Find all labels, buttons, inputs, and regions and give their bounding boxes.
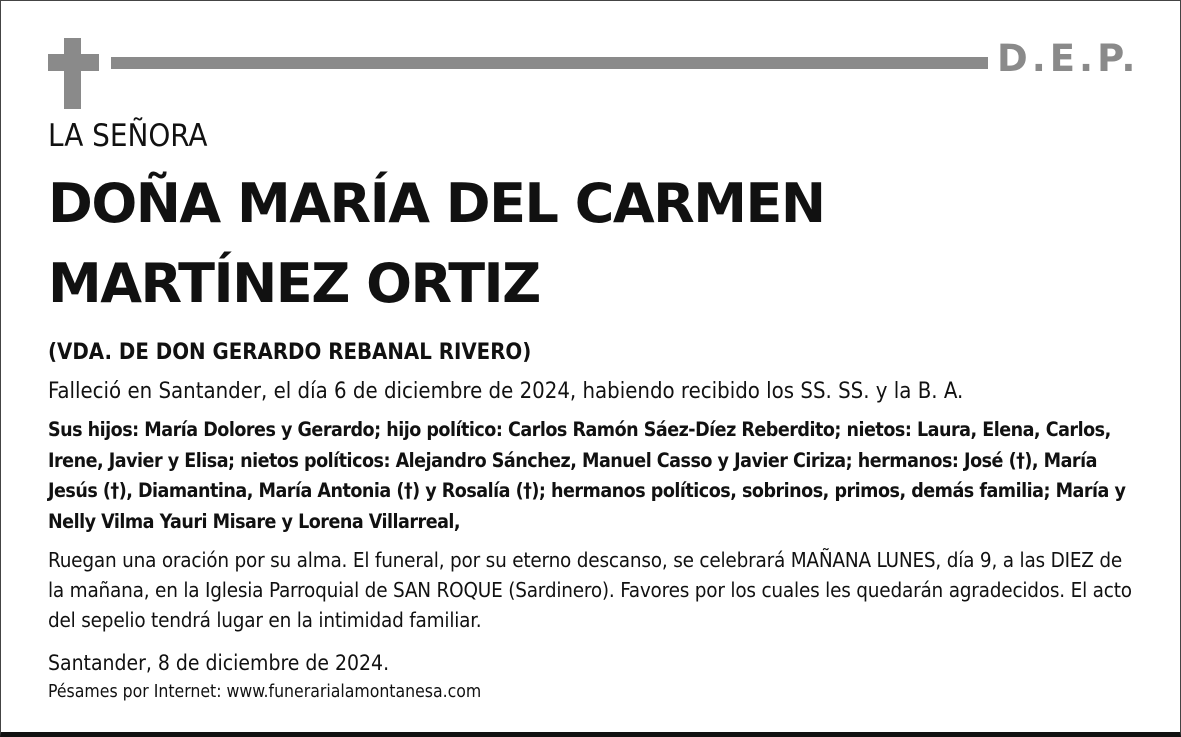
condolences-website: Pésames por Internet: www.funerarialamontanesa.com — [48, 682, 482, 702]
deceased-name-line1: DOÑA MARÍA DEL CARMEN — [48, 172, 825, 235]
funeral-details: Ruegan una oración por su alma. El funeral, por su eterno descanso, se celebrará MAÑANA LUNES, día 9, a las DIEZ de la mañana, en la Iglesia Parroquial de SAN ROQUE (Sardinero). Favores por los cuales les quedarán agradecidos. El acto del sepelio tendrá lugar en la intimidad familiar. — [48, 548, 1132, 632]
dep-label: D.E.P. — [997, 37, 1140, 80]
widow-of: (VDA. DE DON GERARDO REBANAL RIVERO) — [48, 340, 532, 365]
place-date: Santander, 8 de diciembre de 2024. — [48, 651, 390, 675]
cross-icon-bar — [48, 54, 99, 71]
title-label: LA SEÑORA — [48, 118, 208, 154]
death-statement: Falleció en Santander, el día 6 de diciembre de 2024, habiendo recibido los SS. SS. y la B. A. — [48, 379, 964, 404]
header-rule — [111, 57, 988, 69]
cross-icon — [64, 38, 81, 109]
deceased-name-line2: MARTÍNEZ ORTIZ — [48, 252, 540, 315]
family-list: Sus hijos: María Dolores y Gerardo; hijo político: Carlos Ramón Sáez-Díez Reberdito; nietos: Laura, Elena, Carlos, Irene, Javier y Elisa; nietos políticos: Alejandro Sánchez, Manuel Casso y Javier Ciriza; hermanos: José (†), María Jesús (†), Diamantina, María Antonia (†) y Rosalía (†); hermanos políticos, sobrinos, primos, demás familia; María y Nelly Vilma Yauri Misare y Lorena Villarreal, — [48, 418, 1126, 533]
